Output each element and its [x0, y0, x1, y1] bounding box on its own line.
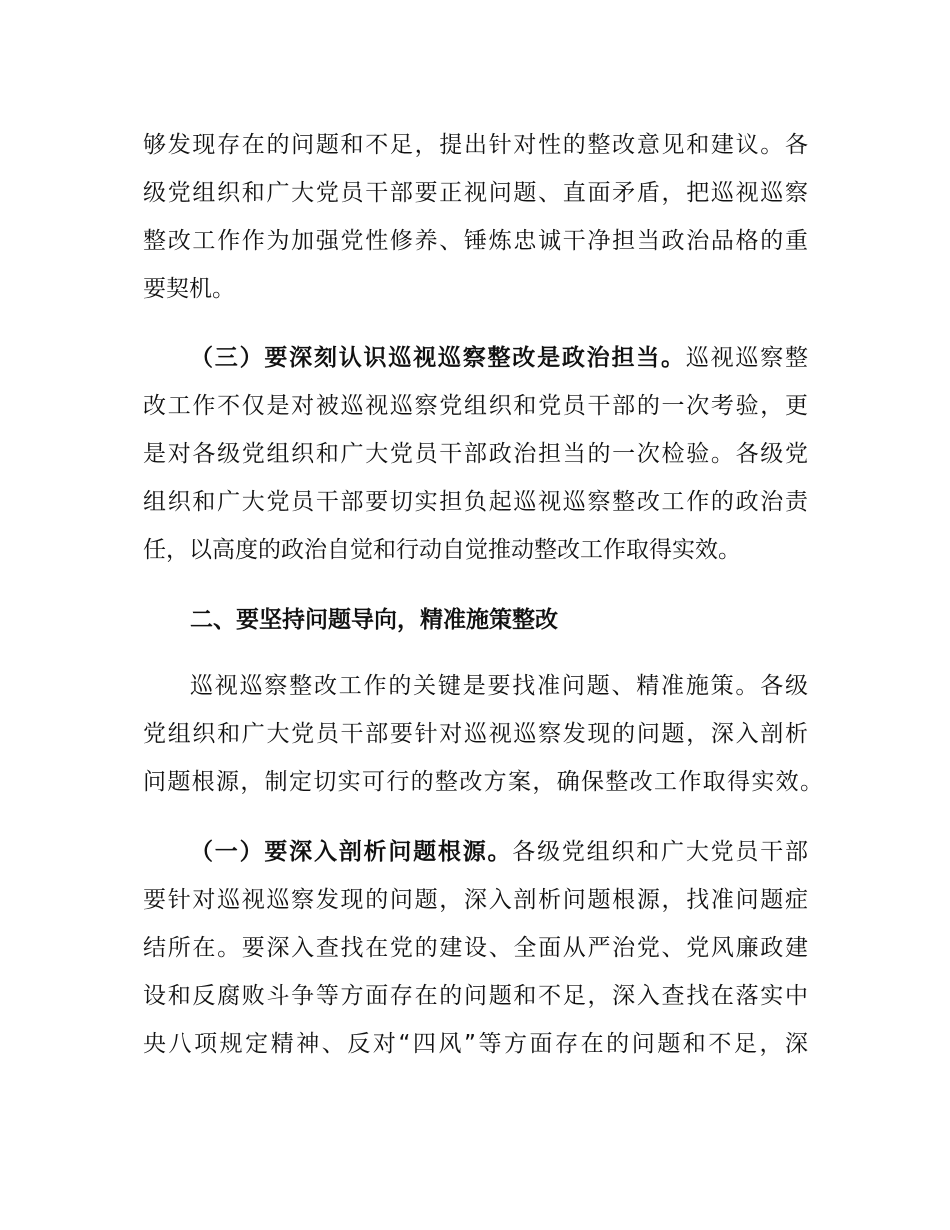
paragraph-line: 级党组织和广大党员干部要正视问题、直面矛盾，把巡视巡察 — [143, 180, 808, 206]
paragraph-line: 问题根源，制定切实可行的整改方案，确保整改工作取得实效。 — [143, 769, 823, 795]
paragraph-line: 巡视巡察整改工作的关键是要找准问题、精准施策。各级 — [190, 673, 808, 699]
paragraph-line: 央八项规定精神、反对“四风”等方面存在的问题和不足，深 — [143, 1031, 808, 1057]
paragraph-line: 党组织和广大党员干部要针对巡视巡察发现的问题，深入剖析 — [143, 721, 808, 747]
section-lead-heading: （三）要深刻认识巡视巡察整改是政治担当。 — [190, 345, 686, 371]
section-lead-heading: （一）要深入剖析问题根源。 — [190, 839, 513, 865]
section-heading: 二、要坚持问题导向，精准施策整改 — [190, 607, 558, 633]
paragraph-line — [190, 838, 808, 866]
paragraph-line: 要契机。 — [143, 276, 235, 302]
paragraph-line: 是对各级党组织和广大党员干部政治担当的一次检验。各级党 — [143, 441, 808, 467]
paragraph-line — [190, 344, 808, 372]
paragraph-line: 任，以高度的政治自觉和行动自觉推动整改工作取得实效。 — [143, 537, 741, 563]
paragraph-line: 改工作不仅是对被巡视巡察党组织和党员干部的一次考验，更 — [143, 393, 808, 419]
paragraph-text: 巡视巡察整 — [685, 345, 809, 371]
paragraph-line: 结所在。要深入查找在党的建设、全面从严治党、党风廉政建 — [143, 935, 808, 961]
paragraph-line: 组织和广大党员干部要切实担负起巡视巡察整改工作的政治责 — [143, 489, 808, 515]
paragraph-line: 设和反腐败斗争等方面存在的问题和不足，深入查找在落实中 — [143, 983, 808, 1009]
paragraph-line: 够发现存在的问题和不足，提出针对性的整改意见和建议。各 — [143, 132, 808, 158]
paragraph-line: 要针对巡视巡察发现的问题，深入剖析问题根源，找准问题症 — [143, 887, 808, 913]
paragraph-text: 各级党组织和广大党员干部 — [512, 839, 809, 865]
paragraph-line: 整改工作作为加强党性修养、锤炼忠诚干净担当政治品格的重 — [143, 228, 808, 254]
